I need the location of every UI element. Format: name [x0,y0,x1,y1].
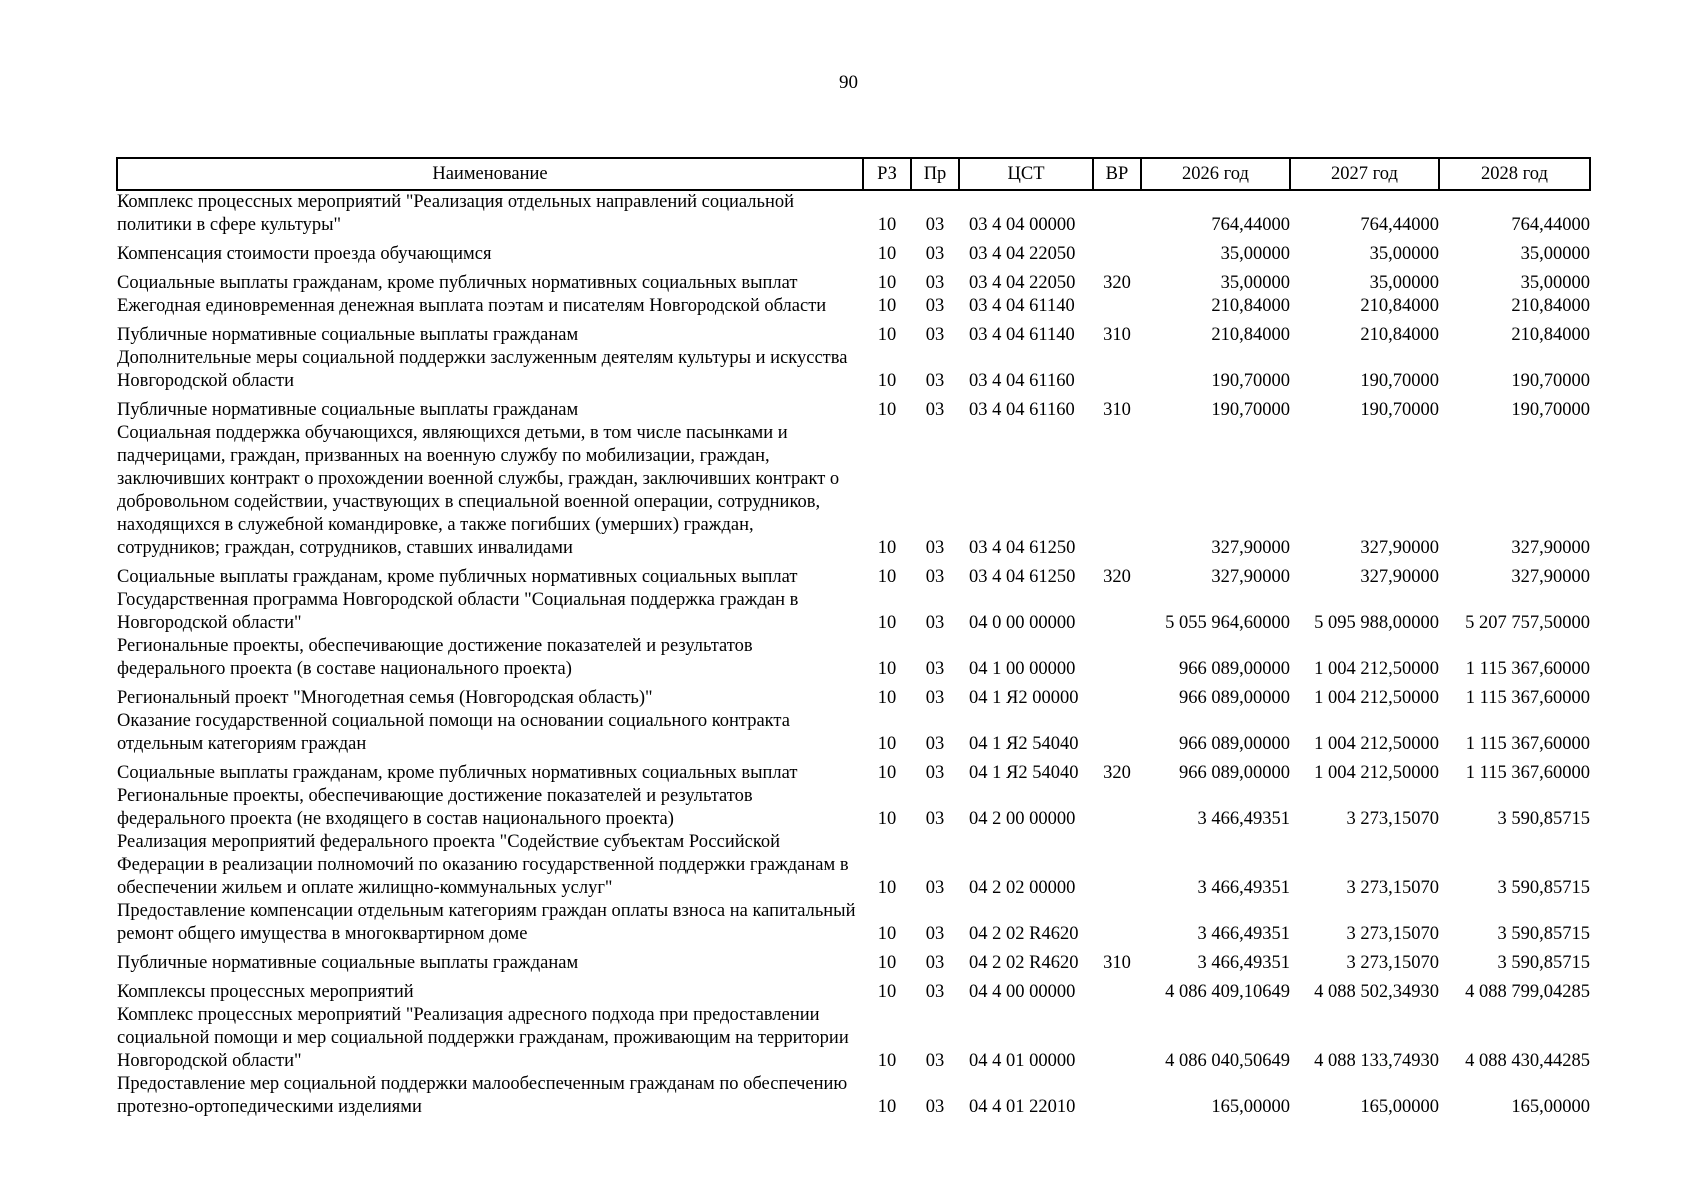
row-vr [1093,243,1141,272]
row-2027: 327,90000 [1360,538,1439,558]
row-vr [1093,422,1141,566]
row-cst: 04 1 00 00000 [969,659,1076,679]
row-cst: 04 2 02 R4620 [969,953,1079,973]
table-row [117,710,1590,762]
row-name: Публичные нормативные социальные выплаты гражданам [117,953,579,973]
row-name: Публичные нормативные социальные выплаты гражданам [117,325,579,345]
table-row [117,1073,1590,1119]
row-rz: 10 [877,734,897,754]
row-pr: 03 [925,325,945,345]
row-2028: 327,90000 [1511,567,1590,587]
row-pr: 03 [925,371,945,391]
row-cst: 04 1 Я2 54040 [969,734,1079,754]
row-pr: 03 [925,215,945,235]
row-pr: 03 [925,538,945,558]
row-name: Реализация мероприятий федерального проекта "Содействие субъектам Российской Федерации в реализации полномочий по оказанию государственной поддержки гражданам в обеспечении жильем и оплате жилищно-коммунальных услуг" [117,832,849,898]
row-name: Социальные выплаты гражданам, кроме публичных нормативных социальных выплат [117,763,798,783]
row-2026: 3 466,49351 [1197,809,1290,829]
row-name: Социальные выплаты гражданам, кроме публичных нормативных социальных выплат [117,273,798,293]
row-2028: 4 088 799,04285 [1465,982,1590,1002]
row-2027: 3 273,15070 [1346,878,1439,898]
row-cst: 04 4 01 22010 [969,1097,1076,1117]
row-2026: 3 466,49351 [1197,878,1290,898]
row-2026: 4 086 040,50649 [1165,1051,1290,1071]
row-2027: 327,90000 [1360,567,1439,587]
row-2026: 35,00000 [1220,273,1290,293]
header-row [117,158,1590,190]
row-pr: 03 [925,613,945,633]
row-rz: 10 [877,613,897,633]
row-cst: 03 4 04 61250 [969,538,1076,558]
row-2026: 5 055 964,60000 [1165,613,1290,633]
table-header [117,158,1590,190]
row-2027: 4 088 133,74930 [1314,1051,1439,1071]
row-pr: 03 [925,924,945,944]
row-2027: 764,44000 [1360,215,1439,235]
row-2026: 966 089,00000 [1179,763,1290,783]
table-row [117,243,1590,272]
row-2028: 5 207 757,50000 [1465,613,1590,633]
row-vr: 320 [1103,273,1131,293]
row-rz: 10 [877,688,897,708]
row-2028: 4 088 430,44285 [1465,1051,1590,1071]
row-vr [1093,589,1141,635]
row-pr: 03 [925,659,945,679]
row-name: Оказание государственной социальной помощи на основании социального контракта отдельным категориям граждан [117,711,790,754]
table-row [117,324,1590,347]
row-rz: 10 [877,400,897,420]
row-pr: 03 [925,1097,945,1117]
row-rz: 10 [877,325,897,345]
row-pr: 03 [925,244,945,264]
row-name: Дополнительные меры социальной поддержки заслуженным деятелям культуры и искусства Новгородской области [117,348,848,391]
row-2026: 327,90000 [1211,567,1290,587]
row-name: Комплекс процессных мероприятий "Реализация адресного подхода при предоставлении социальной помощи и мер социальной поддержки гражданам, проживающим на территории Новгородской области" [117,1005,849,1071]
row-2028: 3 590,85715 [1497,924,1590,944]
row-2027: 190,70000 [1360,371,1439,391]
row-vr [1093,190,1141,243]
row-2028: 1 115 367,60000 [1465,763,1590,783]
row-name: Социальные выплаты гражданам, кроме публичных нормативных социальных выплат [117,567,798,587]
row-rz: 10 [877,763,897,783]
table-row [117,900,1590,952]
row-cst: 03 4 04 00000 [969,215,1076,235]
row-rz: 10 [877,567,897,587]
row-name: Комплексы процессных мероприятий [117,982,414,1002]
row-2026: 327,90000 [1211,538,1290,558]
row-name: Ежегодная единовременная денежная выплата поэтам и писателям Новгородской области [117,296,827,316]
header-cst: ЦСТ [959,158,1093,190]
row-rz: 10 [877,982,897,1002]
header-name: Наименование [117,158,863,190]
row-pr: 03 [925,1051,945,1071]
row-name: Публичные нормативные социальные выплаты гражданам [117,400,579,420]
row-vr [1093,635,1141,687]
row-vr: 310 [1103,400,1131,420]
row-name: Предоставление мер социальной поддержки малообеспеченным гражданам по обеспечению протезно-ортопедическими изделиями [117,1074,848,1117]
row-vr: 320 [1103,567,1131,587]
row-2028: 165,00000 [1511,1097,1590,1117]
row-name: Комплекс процессных мероприятий "Реализация отдельных направлений социальной политики в сфере культуры" [117,192,795,235]
row-2027: 3 273,15070 [1346,953,1439,973]
row-2028: 327,90000 [1511,538,1590,558]
row-2027: 35,00000 [1369,244,1439,264]
row-2028: 35,00000 [1520,244,1590,264]
budget-table [116,157,1591,1119]
row-name: Государственная программа Новгородской области "Социальная поддержка граждан в Новгородской области" [117,590,799,633]
row-vr [1093,687,1141,710]
row-2028: 3 590,85715 [1497,953,1590,973]
table-row [117,785,1590,831]
row-pr: 03 [925,688,945,708]
row-rz: 10 [877,924,897,944]
row-2026: 966 089,00000 [1179,734,1290,754]
row-2028: 190,70000 [1511,400,1590,420]
row-2028: 1 115 367,60000 [1465,659,1590,679]
row-rz: 10 [877,953,897,973]
row-cst: 03 4 04 61140 [969,325,1075,345]
row-vr [1093,785,1141,831]
row-2027: 1 004 212,50000 [1314,734,1439,754]
row-vr [1093,347,1141,399]
row-2026: 210,84000 [1211,296,1290,316]
row-pr: 03 [925,982,945,1002]
table-row [117,831,1590,900]
row-cst: 03 4 04 61160 [969,400,1075,420]
row-name: Региональные проекты, обеспечивающие достижение показателей и результатов федерального проекта (не входящего в состав национального проекта) [117,786,753,829]
row-2027: 1 004 212,50000 [1314,659,1439,679]
row-cst: 04 4 00 00000 [969,982,1076,1002]
row-pr: 03 [925,273,945,293]
table-row [117,762,1590,785]
table-row [117,422,1590,566]
row-2026: 210,84000 [1211,325,1290,345]
row-vr [1093,1073,1141,1119]
row-2027: 165,00000 [1360,1097,1439,1117]
table-row [117,1004,1590,1073]
row-2027: 1 004 212,50000 [1314,688,1439,708]
row-vr: 320 [1103,763,1131,783]
row-2027: 3 273,15070 [1346,924,1439,944]
row-rz: 10 [877,371,897,391]
row-2026: 3 466,49351 [1197,924,1290,944]
row-2028: 190,70000 [1511,371,1590,391]
table-row [117,981,1590,1004]
row-cst: 04 2 02 R4620 [969,924,1079,944]
row-pr: 03 [925,400,945,420]
row-rz: 10 [877,659,897,679]
row-2027: 4 088 502,34930 [1314,982,1439,1002]
row-cst: 03 4 04 22050 [969,244,1076,264]
row-rz: 10 [877,1051,897,1071]
row-pr: 03 [925,734,945,754]
row-pr: 03 [925,567,945,587]
row-rz: 10 [877,296,897,316]
row-rz: 10 [877,538,897,558]
table-row [117,952,1590,981]
row-2027: 5 095 988,00000 [1314,613,1439,633]
header-rz: РЗ [863,158,911,190]
row-cst: 04 1 Я2 54040 [969,763,1079,783]
row-cst: 04 0 00 00000 [969,613,1076,633]
row-rz: 10 [877,244,897,264]
row-rz: 10 [877,878,897,898]
table-row [117,566,1590,589]
row-cst: 03 4 04 61140 [969,296,1075,316]
table-row [117,589,1590,635]
row-2026: 190,70000 [1211,371,1290,391]
table-row [117,190,1590,243]
row-cst: 03 4 04 61160 [969,371,1075,391]
row-2028: 35,00000 [1520,273,1590,293]
row-vr [1093,1004,1141,1073]
row-2026: 35,00000 [1220,244,1290,264]
header-2028: 2028 год [1439,158,1590,190]
row-2027: 1 004 212,50000 [1314,763,1439,783]
row-vr [1093,710,1141,762]
table-row [117,399,1590,422]
table-row [117,635,1590,687]
row-rz: 10 [877,215,897,235]
row-cst: 04 2 00 00000 [969,809,1076,829]
row-2028: 1 115 367,60000 [1465,688,1590,708]
row-name: Социальная поддержка обучающихся, являющихся детьми, в том числе пасынками и падчерицами, граждан, призванных на военную службу по мобилизации, граждан, заключивших контракт о прохождении военной службы, граждан, заключивших контракт о добровольном содействии, участвующих в специальной военной операции, сотрудников, находящихся в служебной командировке, а также погибших (умерших) граждан, сотрудников; граждан, сотрудников, ставших инвалидами [117,423,840,558]
row-vr [1093,981,1141,1004]
row-2028: 3 590,85715 [1497,809,1590,829]
row-vr [1093,295,1141,324]
row-rz: 10 [877,1097,897,1117]
table-row [117,272,1590,295]
row-2027: 210,84000 [1360,325,1439,345]
table-row [117,295,1590,324]
row-pr: 03 [925,953,945,973]
table-row [117,347,1590,399]
row-pr: 03 [925,296,945,316]
row-2028: 764,44000 [1511,215,1590,235]
row-2026: 190,70000 [1211,400,1290,420]
row-pr: 03 [925,878,945,898]
row-2027: 210,84000 [1360,296,1439,316]
row-cst: 04 4 01 00000 [969,1051,1076,1071]
row-2026: 966 089,00000 [1179,688,1290,708]
header-2026: 2026 год [1141,158,1290,190]
row-cst: 04 2 02 00000 [969,878,1076,898]
row-2027: 190,70000 [1360,400,1439,420]
row-name: Компенсация стоимости проезда обучающимся [117,244,492,264]
row-vr [1093,831,1141,900]
row-cst: 03 4 04 61250 [969,567,1076,587]
row-rz: 10 [877,809,897,829]
row-2028: 1 115 367,60000 [1465,734,1590,754]
row-2026: 165,00000 [1211,1097,1290,1117]
row-cst: 04 1 Я2 00000 [969,688,1079,708]
header-vr: ВР [1093,158,1141,190]
row-2026: 966 089,00000 [1179,659,1290,679]
row-2028: 210,84000 [1511,325,1590,345]
row-2027: 35,00000 [1369,273,1439,293]
row-2026: 3 466,49351 [1197,953,1290,973]
table-row [117,687,1590,710]
row-cst: 03 4 04 22050 [969,273,1076,293]
row-2026: 4 086 409,10649 [1165,982,1290,1002]
row-vr: 310 [1103,953,1131,973]
table-body [117,190,1590,1119]
row-pr: 03 [925,763,945,783]
row-name: Региональные проекты, обеспечивающие достижение показателей и результатов федерального проекта (в составе национального проекта) [117,636,753,679]
row-2026: 764,44000 [1211,215,1290,235]
header-pr: Пр [911,158,959,190]
row-rz: 10 [877,273,897,293]
header-2027: 2027 год [1290,158,1439,190]
row-vr: 310 [1103,325,1131,345]
row-name: Предоставление компенсации отдельным категориям граждан оплаты взноса на капитальный ремонт общего имущества в многоквартирном доме [117,901,856,944]
row-vr [1093,900,1141,952]
row-name: Региональный проект "Многодетная семья (Новгородская область)" [117,688,653,708]
row-2028: 210,84000 [1511,296,1590,316]
row-2028: 3 590,85715 [1497,878,1590,898]
row-2027: 3 273,15070 [1346,809,1439,829]
page-number: 90 [839,72,858,93]
row-pr: 03 [925,809,945,829]
